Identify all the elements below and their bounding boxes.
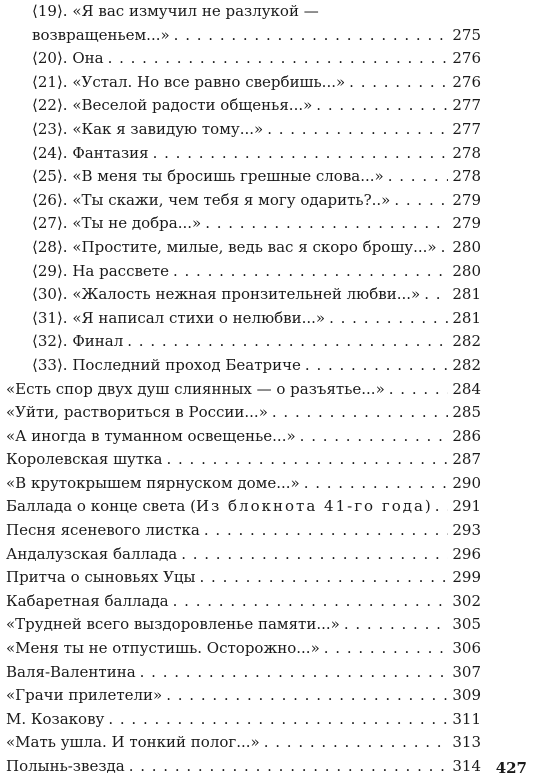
leader-dots [344,613,449,637]
toc-entry-title: Полынь-звезда [6,757,125,775]
toc-entry-title: «Мать ушла. И тонкий полог...» [6,733,260,752]
toc-entry-title: ⟨30⟩. «Жалость нежная пронзительней любви...» [32,285,421,304]
leader-dots [324,637,449,661]
toc-entry [6,307,481,331]
toc-entry [6,47,481,71]
toc-entry [6,118,481,142]
toc-entry-title: Королевская шутка [6,450,163,469]
toc-page-number: 277 [452,96,481,115]
toc-entry-title: «Трудней всего выздоровленье памяти...» [6,615,340,634]
toc-page-number: 279 [452,190,481,209]
toc-page-number: 282 [452,355,481,374]
toc-entry-title: ⟨20⟩. Она [32,49,104,68]
toc-entry-title: Андалузская баллада [6,544,178,563]
toc-page-number: 281 [452,308,481,327]
toc-entry-title: «Уйти, раствориться в России...» [6,403,268,422]
toc-entry-title: Кабаретная баллада [6,591,169,610]
leader-dots [264,731,449,755]
toc-entry [6,472,481,496]
toc-entry [6,354,481,378]
toc-page-number: 278 [452,143,481,162]
toc-entry [6,142,481,166]
toc-entry-title: ⟨28⟩. «Простите, милые, ведь вас я скоро брошу...» [32,237,437,256]
toc-entry-title: ⟨29⟩. На рассвете [32,261,169,280]
toc-entry [6,708,481,732]
toc-entry [6,590,481,614]
toc-page-number: 302 [452,591,481,610]
toc-entry [6,401,481,425]
toc-page-number: 311 [452,709,481,728]
toc-entry [6,189,481,213]
toc-entry-title: Притча о сыновьях Уцы [6,568,196,587]
toc-entry [6,684,481,708]
toc-entry-title: Песня ясеневого листка [6,521,200,540]
leader-dots [173,260,448,284]
toc-entry [6,165,481,189]
toc-entry-title: ⟨24⟩. Фантазия [32,143,149,162]
leader-dots [329,307,448,331]
toc-entry-title-spaced: Из блокнота 41-го года [196,497,425,516]
toc-entry [6,519,481,543]
leader-dots [435,495,449,519]
toc-page-number: 299 [452,568,481,587]
toc-entry-title: «Меня ты не отпустишь. Осторожно...» [6,639,320,658]
toc-entry-title: ⟨23⟩. «Как я завидую тому...» [32,119,264,138]
leader-dots [388,165,449,189]
toc-entry [6,448,481,472]
toc-entry-title [6,495,435,519]
toc-page-number: 275 [452,25,481,44]
leader-dots [272,401,448,425]
toc-entry [6,0,481,47]
toc-page-number: 313 [452,733,481,752]
toc-entry [6,71,481,95]
leader-dots [389,378,449,402]
toc-entry [6,260,481,284]
page-folio-number: 427 [495,759,527,777]
leader-dots [166,684,448,708]
leader-dots [267,118,448,142]
toc-page-number: 309 [452,686,481,705]
toc-page-number: 277 [452,119,481,138]
leader-dots [205,212,448,236]
leader-dots [200,566,449,590]
leader-dots [394,189,448,213]
toc-entry [6,661,481,685]
toc-page-number: 285 [452,403,481,422]
toc-entry [6,495,481,519]
toc-page-number: 305 [452,615,481,634]
toc-entry-title: ⟨31⟩. «Я написал стихи о нелюбви...» [32,308,326,327]
toc-entry-title: «А иногда в туманном освещенье...» [6,426,296,445]
toc-entry [6,330,481,354]
leader-dots [140,661,449,685]
toc-page-number: 276 [452,49,481,68]
leader-dots [127,330,448,354]
toc-entry [6,236,481,260]
leader-dots [300,425,449,449]
toc-page-number: 282 [452,332,481,351]
toc-entry [6,755,481,779]
toc-entry-title: «В крутокрышем пярнуском доме...» [6,473,300,492]
toc-entry-title: ⟨33⟩. Последний проход Беатриче [32,355,301,374]
leader-dots [181,543,448,567]
toc-entry-title: «Грачи прилетели» [6,686,163,705]
toc-page-number: 278 [452,167,481,186]
toc-entry-title-line1: ⟨19⟩. «Я вас измучил не разлукой — [32,2,319,20]
toc-entry-title: возвращеньем...» [32,25,170,44]
leader-dots [174,24,449,48]
toc-entry-title: М. Козакову [6,709,105,728]
toc-page-number: 286 [452,426,481,445]
toc-page-number: 296 [452,544,481,563]
leader-dots [441,236,449,260]
leader-dots [305,354,448,378]
leader-dots [173,590,449,614]
toc-entry-title: ⟨21⟩. «Устал. Но все равно свербишь...» [32,72,346,91]
toc-page-number: 284 [452,379,481,398]
toc-entry-title-end: ) [424,497,431,516]
toc-entry-title: ⟨32⟩. Финал [32,332,124,351]
toc-entry [6,731,481,755]
leader-dots [424,283,448,307]
toc-entry [6,566,481,590]
toc-page-number: 280 [452,237,481,256]
leader-dots [304,472,449,496]
toc-entry [6,425,481,449]
table-of-contents [6,0,481,779]
toc-entry [6,212,481,236]
toc-entry [6,543,481,567]
toc-page-number: 306 [452,639,481,658]
toc-page-number: 280 [452,261,481,280]
leader-dots [349,71,448,95]
leader-dots [108,708,448,732]
toc-entry [6,613,481,637]
toc-entry-title: ⟨22⟩. «Веселой радости общенья...» [32,96,313,115]
toc-page-number: 293 [452,521,481,540]
leader-dots [129,755,449,779]
toc-entry-title: Валя-Валентина [6,662,136,681]
leader-dots [166,448,448,472]
leader-dots [108,47,449,71]
toc-entry [6,378,481,402]
leader-dots [153,142,449,166]
leader-dots [204,519,448,543]
toc-page-number: 291 [452,497,481,516]
toc-page-number: 281 [452,285,481,304]
toc-entry [6,94,481,118]
toc-entry-title-start: Баллада о конце света ( [6,497,196,516]
toc-page-number: 314 [452,757,481,775]
toc-entry-title: ⟨25⟩. «В меня ты бросишь грешные слова...» [32,167,384,186]
toc-entry-title: ⟨26⟩. «Ты скажи, чем тебя я могу одарить?..» [32,190,391,209]
leader-dots [316,94,448,118]
toc-entry [6,283,481,307]
toc-page-number: 307 [452,662,481,681]
toc-page-number: 276 [452,72,481,91]
toc-page-number: 279 [452,214,481,233]
toc-page-number: 290 [452,473,481,492]
toc-entry-title: ⟨27⟩. «Ты не добра...» [32,214,202,233]
toc-entry [6,637,481,661]
toc-page-number: 287 [452,450,481,469]
toc-entry-title: «Есть спор двух душ слиянных — о разъятье...» [6,379,385,398]
